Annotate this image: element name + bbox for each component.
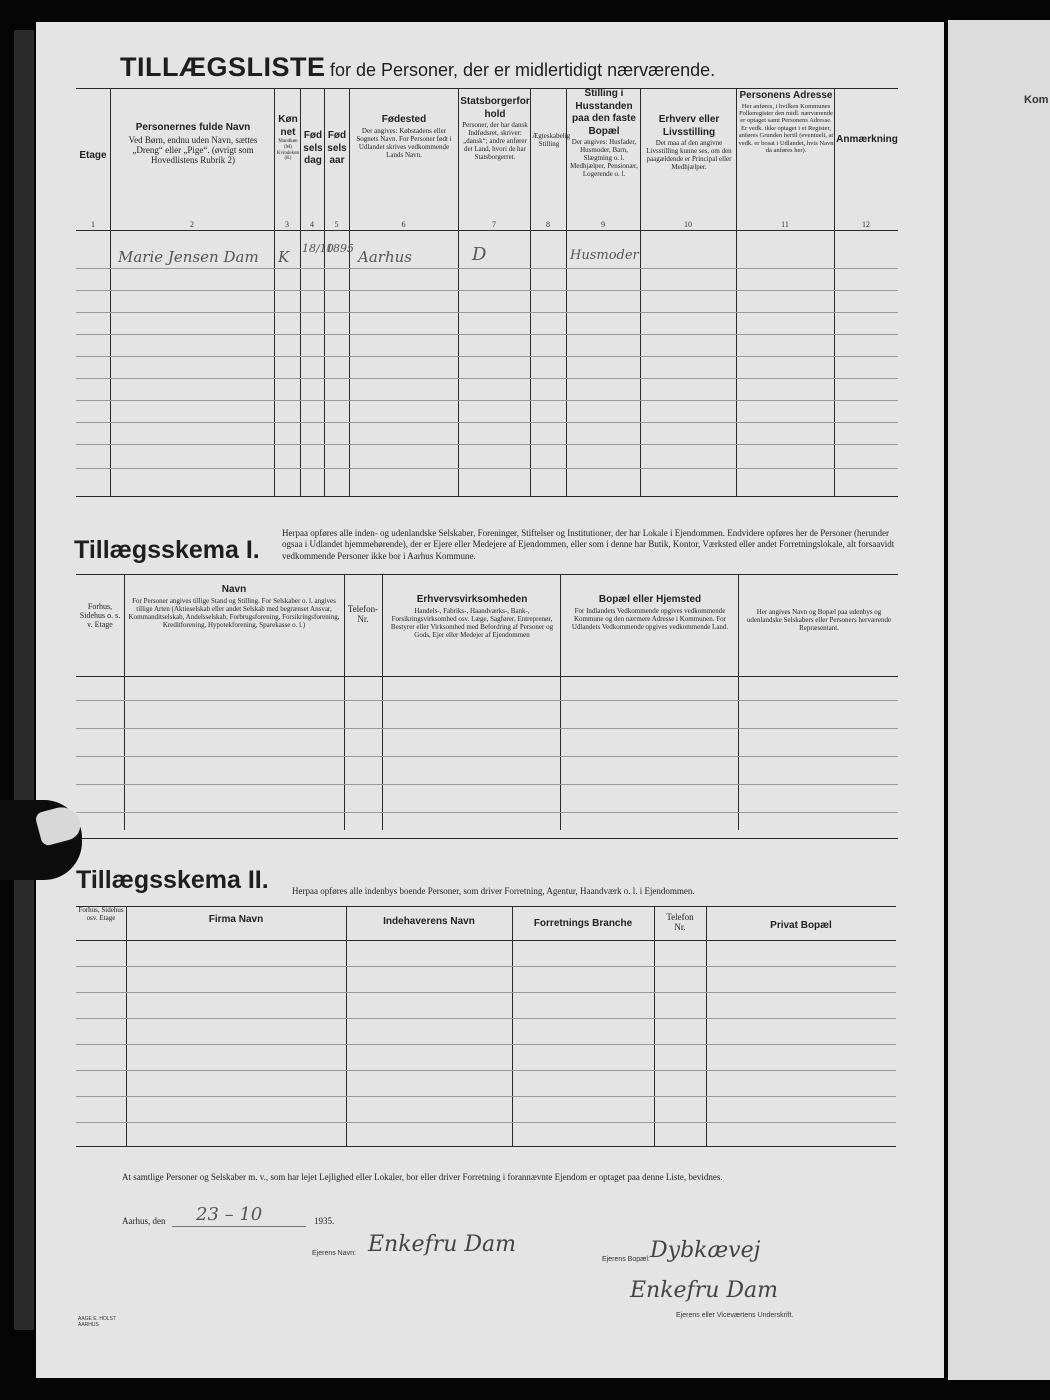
col-header-citizenship: Statsborgerforhold Personer, der har dansk Indfødsret, skriver: „dansk“; andre anfører det Land, hvori de har Statsborgerret. <box>460 96 530 162</box>
col-header-occupation: Erhverv eller Livsstilling Det maa af den angivne Livsstilling kunne ses, om den paagældende er Principal eller Medhjælper. <box>646 114 732 172</box>
s2-col-residence: Privat Bopæl <box>770 920 832 931</box>
footer-place: Aarhus, den <box>122 1216 166 1226</box>
s1-col-business: Erhvervsvirksomheden Handels-, Fabriks-, Haandværks-, Bank-, Forsikringsvirksomhed osv. Læge, Sagfører, Entreprenør, Bestyrer eller Virksomhed med Befordring af Personer og Gods, Ejer eller Medejer af Ejendommen <box>390 594 554 639</box>
s1-col-residence: Bopæl eller Hjemsted For Indlandets Vedkommende opgives vedkommende Kommune og den nærmere Adresse i Kommunen. For Udlandets Vedkommende opgives vedkommende Land. <box>571 594 729 631</box>
s1-col-etage: Forhus, Sidehus o. s. v. Etage <box>79 602 121 630</box>
owner-name: Enkefru Dam <box>368 1232 517 1257</box>
s1-col-phone: Telefon-Nr. <box>347 604 379 625</box>
footer-statement: At samtlige Personer og Selskaber m. v., som har lejet Lejlighed eller Lokaler, bor eller driver Forretning i forannævnte Ejendom er optaget paa denne Liste, bevidnes. <box>122 1172 723 1182</box>
printer-mark: AAGE E. HOLST AARHUS <box>78 1316 116 1328</box>
page-title <box>120 52 920 83</box>
col-header-household: Stilling i Husstanden paa den faste Bopæl Der angives: Husfader, Husmoder, Barn, Slægtning o. l. Medhjælper, Pensionær, Logerende o. l. <box>570 88 638 179</box>
col-header-birthplace: Fødested Der angives: Købstadens eller Sognets Navn. For Personer født i Udlandet skrives vedkommende Lands Navn. <box>356 114 452 159</box>
footer-year: 1935. <box>314 1216 335 1226</box>
s1-col-name: Navn For Personer angives tillige Stand og Stilling. For Selskaber o. l. angives tillige Arten (Aktieselskab eller andet Selskab med begrænset Ansvar, Kommanditselskab, Andelsselskab, Forbrugsforening, Forsikringsforening, Kreditforening, Hypotekforening, Sparekasse o. l.) <box>128 584 340 629</box>
signature-label: Ejerens eller Viceværtens Underskrift. <box>676 1312 794 1319</box>
book-binding <box>14 30 34 1330</box>
owner-address: Dybkævej <box>650 1238 761 1263</box>
owner-address-label: Ejerens Bopæl: <box>602 1256 650 1263</box>
entry-household: Husmoder <box>570 248 639 263</box>
adjacent-page-text: Kom <box>1024 94 1049 106</box>
col-header-birthday: Fødselsdag <box>303 130 323 166</box>
schema1-intro: Herpaa opføres alle inden- og udenlandske Selskaber, Foreninger, Stiftelser og Institutioner, der har Lokale i Ejendommen. Endvidere opføres her de Personer (herunder ogsaa i Udlandet hjemmehørende), der er Ejere eller Medejere af Ejendommen, eller som i denne har Butik, Kontor, Værksted eller andet Forretningslokale, alt forsaavidt vedkommende Personer ikke bor i Aarhus Kommune. <box>282 528 895 561</box>
s1-col-representative: Her angives Navn og Bopæl paa udenbys og udenlandske Selskabers eller Personers herværende Repræsentant. <box>746 608 892 633</box>
entry-birthyear: 1895 <box>326 242 354 255</box>
thumb <box>0 800 82 880</box>
col-header-remark: Anmærkning <box>836 134 898 145</box>
col-header-name: Personernes fulde Navn Ved Børn, endnu uden Navn, sættes „Dreng“ eller „Pige“. (øvrigt som Hovedlistens Rubrik 2) <box>128 122 258 166</box>
footer-date: 23 – 10 <box>196 1204 263 1225</box>
title-bold: TILLÆGSLISTE <box>120 52 326 82</box>
schema2-intro: Herpaa opføres alle indenbys boende Personer, som driver Forretning, Agentur, Haandværk o. l. i Ejendommen. <box>292 886 695 896</box>
table-top-rule <box>76 88 898 89</box>
col-header-sex: Kønnet Mandkøn (M) Kvindekøn (K) <box>276 114 300 162</box>
col-header-marital: Ægteskabelig Stilling <box>532 132 571 149</box>
entry-birthplace: Aarhus <box>358 248 412 266</box>
s2-col-owner: Indehaverens Navn <box>383 916 475 927</box>
entry-name: Marie Jensen Dam <box>118 248 259 266</box>
signature: Enkefru Dam <box>630 1278 779 1303</box>
owner-name-label: Ejerens Navn: <box>312 1250 356 1257</box>
schema2-title: Tillægsskema II. <box>76 866 269 894</box>
col-header-address: Personens Adresse Her anføres, i hvilken Kommunes Folkeregister den midl. nærværende er optaget samt Personens Adresse. Er vedk. ikke optaget i et Register, anføres Grunden hertil (eventuelt, at vedk. er bosat i Udlandet, hvis Navn da anføres her). <box>738 90 834 155</box>
s2-col-etage: Forhus, Sidehus osv. Etage <box>78 906 124 923</box>
s2-col-branch: Forretnings Branche <box>533 918 633 929</box>
col-header-birthyear: Fødselsaar <box>327 130 347 166</box>
table-bottom-rule <box>76 496 898 497</box>
entry-birthday: 18/10 <box>302 242 334 255</box>
entry-sex: K <box>278 248 290 266</box>
s2-col-phone: Telefon Nr. <box>666 912 694 933</box>
schema1-title: Tillægsskema I. <box>74 536 260 564</box>
form-page: TILLÆGSLISTE for de Personer, der er midlertidigt nærværende. Etage Personernes fulde Navn Ved Børn, endnu uden Navn, sættes „Dreng“ eller „Pige“. (øvrigt som Hovedlistens Rubrik 2) Kønnet Mandkøn (M) Kvindekøn (K) Fødselsdag Fødselsaar Fødested Der angives: Købstadens eller Sognets Navn. For Personer født i Udlandet skrives vedkommende Lands Navn. Statsborgerforhold Personer, der har dansk Indfødsret, skriver: „dansk“; andre anfører det Land, hvori de har Statsborgerret. Ægteskabelig Stilling Stilling i Husstanden paa den faste Bopæl Der angives: Husfader, Husmoder, Barn, Slægtning o. l. Medhjælper, Pensionær, Logerende o. l. Erhverv eller Livsstilling Det maa af den angivne Livsstilling kunne ses, om den paagældende er Principal eller Medhjælper. Personens Adresse Her anføres, i hvilken Kommunes Folkeregister den midl. nærværende er optaget samt Personens Adresse. Er vedk. ikke optaget i et Register, anføres Grunden hertil (eventuelt, at vedk. er bosat i Udlandet, hvis Navn da anføres her). Anmærkning 1 2 3 4 5 6 7 8 9 10 11 12 Marie Jensen Dam K 18/10 1895 Aarhus D Husmoder Tillægsskema I. Herpaa opføres alle inden- og udenlandske Selskaber, Foreninger, Stiftelser og Institutioner, der har Lokale i Ejendommen. Endvidere opføres her de Personer (herunder ogsaa i Udlandet hjemmehørende), der er Ejere eller Medejere af Ejendommen, eller som i denne har Butik, Kontor, Værksted eller andet Forretningslokale, alt forsaavidt vedkommende Personer ikke bor i Aarhus Kommune. Forhus, Sidehus o. s. v. Etage Navn For Personer angives tillige Stand og Stilling. For Selskaber o. l. angives tillige Arten (Aktieselskab eller andet Selskab med begrænset Ansvar, Kommanditselskab, Andelsselskab, Forbrugsforening, Forsikringsforening, Kreditforening, Hypotekforening, Sparekasse o. l.) Telefon-Nr. Erhvervsvirksomheden Handels-, Fabriks-, Haandværks-, Bank-, Forsikringsvirksomhed osv. Læge, Sagfører, Entreprenør, Bestyrer eller Virksomhed med Befordring af Personer og Gods, Ejer eller Medejer af Ejendommen Bopæl eller Hjemsted For Indlandets Vedkommende opgives vedkommende Kommune og den nærmere Adresse i Kommunen. For Udlandets Vedkommende opgives vedkommende Land. Her angives Navn og Bopæl paa udenbys og udenlandske Selskabers eller Personers herværende Repræsentant. Tillægsskema II. Herpaa opføres alle indenbys boende Personer, som driver Forretning, Agentur, Haandværk o. l. i Ejendommen. Forhus, Sidehus osv. Etage Firma Navn Indehaverens Navn Forretnings Branche Telefon Nr. Privat Bopæl At samtlige Personer og Selskaber m. v., som har lejet Lejlighed eller Lokaler, bor eller driver Forretning i forannævnte Ejendom er optaget paa denne Liste, bevidnes. Aarhus, den 23 – 10 1935. Ejerens Navn: Enkefru Dam Ejerens Bopæl: Dybkævej Enkefru Dam Ejerens eller Viceværtens Underskrift. AAGE E. HOLST AARHUS <box>36 22 944 1378</box>
s2-col-firm: Firma Navn <box>208 914 264 925</box>
adjacent-page <box>948 20 1050 1380</box>
col-header-etage: Etage <box>79 150 107 161</box>
title-rest: for de Personer, der er midlertidigt nærværende. <box>329 60 716 80</box>
entry-citizenship: D <box>472 244 487 265</box>
table-header-rule <box>76 230 898 231</box>
